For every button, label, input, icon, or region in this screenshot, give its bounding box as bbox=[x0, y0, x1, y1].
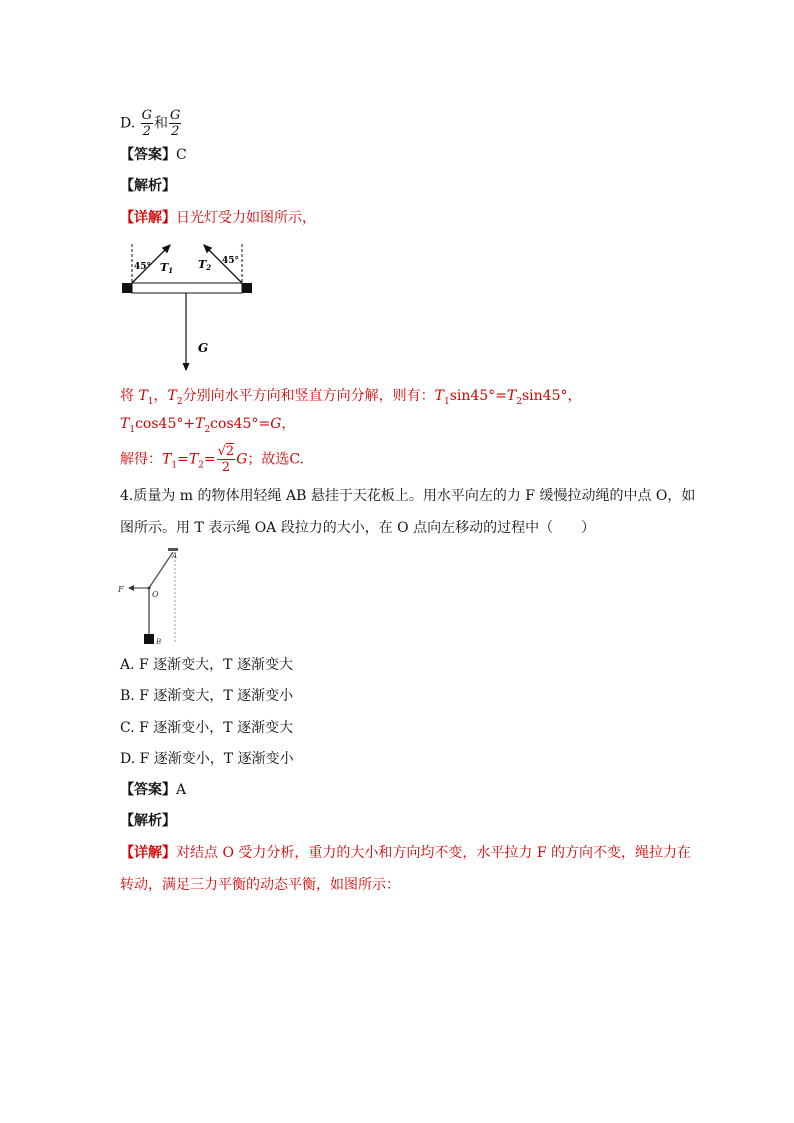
t1-label: T1 bbox=[160, 261, 174, 275]
gravity-label: G bbox=[198, 341, 209, 355]
lamp-tube bbox=[132, 283, 242, 293]
fraction-g-over-2: $\frac{G}{2}$ bbox=[170, 108, 181, 139]
detail-line-2-continued: 转动，满足三力平衡的动态平衡，如图所示： bbox=[120, 877, 400, 893]
question-4-line-1: 4.质量为 m 的物体用轻绳 AB 悬挂于天花板上。用水平向左的力 F 缓慢拉动绳的中点 O，如 bbox=[120, 488, 696, 504]
weight-block bbox=[144, 634, 154, 644]
option-letter: D. bbox=[120, 115, 136, 132]
conjunction: 和 bbox=[154, 115, 169, 132]
fraction-root2-over-2: $\frac{√2}{2}$ bbox=[217, 444, 235, 475]
detail-tag: 【详解】 bbox=[120, 210, 176, 226]
rope-oa bbox=[149, 552, 173, 588]
answer-line bbox=[120, 145, 187, 165]
label-f: F bbox=[118, 585, 124, 594]
label-a: A bbox=[172, 552, 178, 560]
angle-label-left: 45° bbox=[134, 262, 152, 272]
point-o bbox=[148, 587, 151, 590]
ceiling-hatch bbox=[168, 548, 178, 551]
detail-line-2: 【详解】对结点 O 受力分析，重力的大小和方向均不变，水平拉力 F 的方向不变，绳拉力在 bbox=[120, 845, 691, 861]
fraction-g-over-2: $\frac{G}{2}$ bbox=[141, 108, 153, 139]
lamp-force-diagram bbox=[118, 238, 258, 374]
option-d-previous bbox=[120, 108, 182, 139]
option-d: D. F 逐渐变小，T 逐渐变小 bbox=[120, 751, 294, 767]
answer-tag: 【答案】 bbox=[120, 782, 176, 798]
label-b: B bbox=[156, 638, 162, 646]
answer-line-2 bbox=[120, 780, 186, 800]
option-b: B. F 逐渐变大，T 逐渐变小 bbox=[120, 688, 294, 704]
analysis-heading: 【解析】 bbox=[120, 178, 176, 194]
answer-tag: 【答案】 bbox=[120, 147, 176, 163]
question-4-line-2: 图所示。用 T 表示绳 OA 段拉力的大小，在 O 点向左移动的过程中（ ） bbox=[120, 520, 596, 536]
option-a: A. F 逐渐变大，T 逐渐变大 bbox=[120, 657, 293, 673]
lamp-end-left bbox=[122, 283, 132, 293]
lamp-end-right bbox=[242, 283, 252, 293]
option-c: C. F 逐渐变小，T 逐渐变大 bbox=[120, 720, 294, 736]
detail-tag: 【详解】 bbox=[120, 845, 176, 861]
label-o: O bbox=[152, 590, 159, 599]
t2-label: T2 bbox=[198, 258, 212, 272]
answer-value: A bbox=[176, 782, 187, 798]
equation-vertical: $T_1\cos 45^\circ+T_2\cos 45^\circ=G$， bbox=[120, 416, 296, 435]
analysis-heading-2: 【解析】 bbox=[120, 813, 176, 829]
rope-diagram bbox=[118, 544, 182, 648]
decompose-line: 将 $T_1$，$T_2$分别向水平方向和竖直方向分解，则有：$T_1\sin 45^\circ=T_2\sin 45^\circ$， bbox=[120, 388, 582, 407]
answer-value: C bbox=[176, 147, 187, 163]
angle-label-right: 45° bbox=[222, 256, 240, 266]
detail-line bbox=[120, 208, 316, 228]
detail-text: 日光灯受力如图所示， bbox=[176, 210, 316, 226]
solution-line: 解得：$T_1=T_2=$ $\frac{√2}{2}$ G；故选C. bbox=[120, 444, 305, 475]
